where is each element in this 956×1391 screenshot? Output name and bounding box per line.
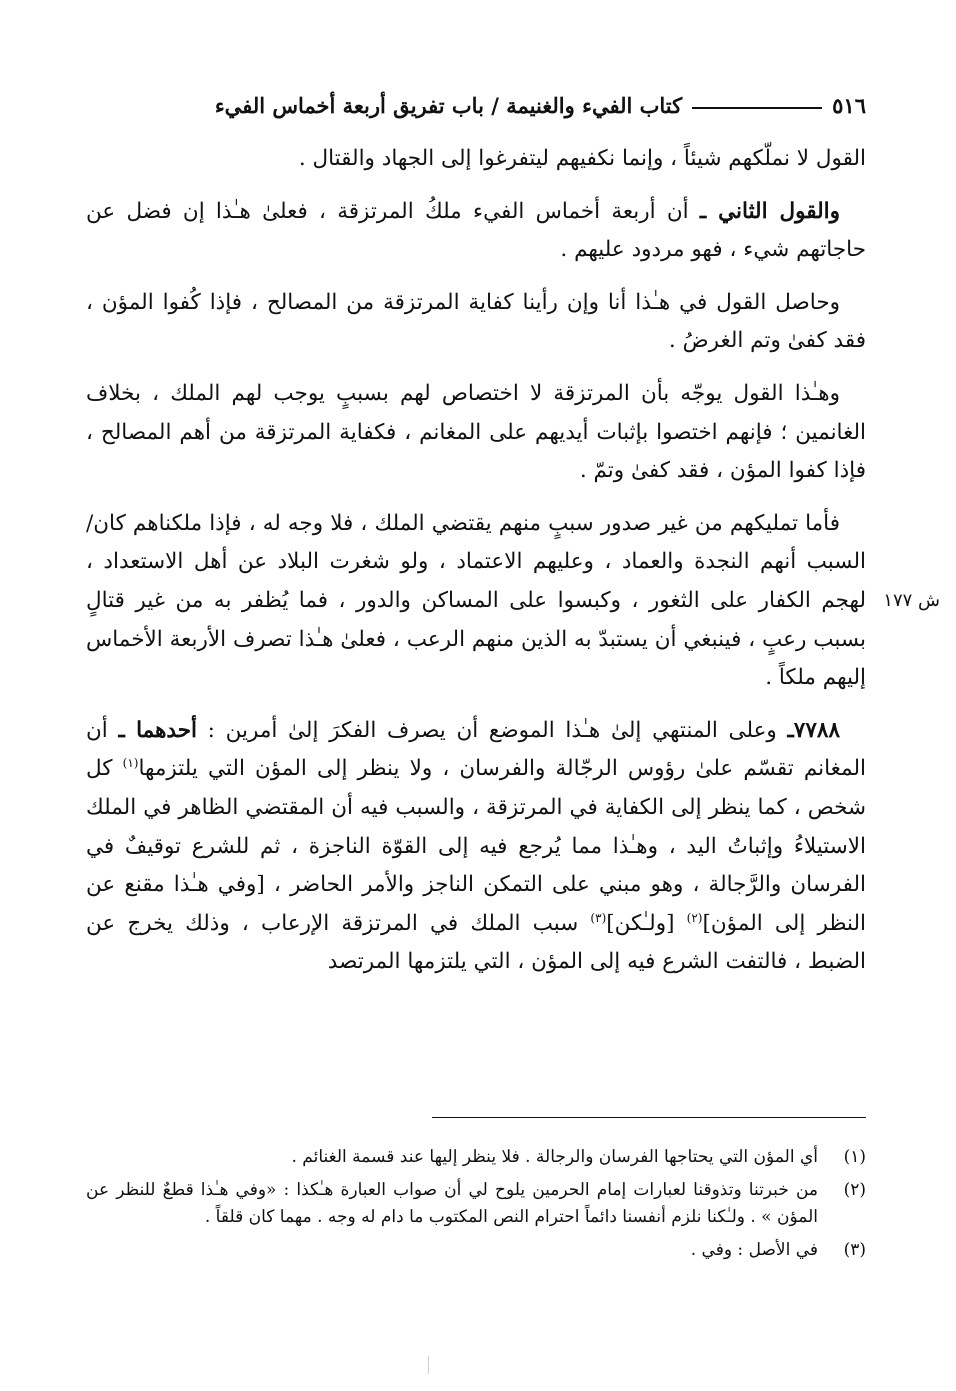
- manuscript-folio-note: ش ١٧٧: [883, 590, 940, 611]
- paragraph-text: سبب الملك في المرتزقة الإرعاب ، وذلك يخرج عن الضبط ، فالتفت الشرع فيه إلى المؤن ، التي يلتزمها المرتصد: [86, 910, 866, 975]
- paragraph: [86, 284, 866, 361]
- paragraph: [86, 505, 866, 698]
- footnote-text: أي المؤن التي يحتاجها الفرسان والرجالة . فلا ينظر إليها عند قسمة الغنائم .: [291, 1147, 818, 1167]
- footnote-text: في الأصل : وفي .: [690, 1240, 818, 1260]
- footnote-separator: [432, 1117, 866, 1118]
- footnote-text: من خبرتنا وتذوقنا لعبارات إمام الحرمين يلوح لي أن صواب العبارة هـٰكذا : «وفي هـٰذا قطعٌ للنظر عن المؤن » . ولـٰكنا نلزم أنفسنا دائماً احترام النص المكتوب ما دام له وجه . مهما كان قلقاً .: [86, 1180, 818, 1227]
- paragraph-text: وهـٰذا القول يوجّه بأن المرتزقة لا اختصاص لهم بسببٍ يوجب لهم الملك ، بخلاف الغانمين ؛ فإنهم اختصوا بإثبات أيديهم على المغانم ، فكفاية المرتزقة من أهم المصالح ، فإذا كفوا المؤن ، فقد كفىٰ وتمّ .: [86, 380, 866, 484]
- footnote-ref-3[interactable]: (٣): [590, 910, 607, 925]
- issue-number: ٧٧٨٨ـ: [787, 717, 840, 743]
- paragraph-text: فأما تمليكهم من غير صدور سببٍ منهم يقتضي الملك ، فلا وجه له ، فإذا ملكناهم كان/ السبب أنهم النجدة والعماد ، وعليهم الاعتماد ، ولو شغرت البلاد عن أهل الاستعداد ، لهجم الكفار على الثغور ، وكبسوا على المساكن والدور ، فما يُظفر به من غير قتالٍ بسبب رعبٍ ، فينبغي أن يستبدّ به الذين منهم الرعب ، فعلىٰ هـٰذا تصرف الأربعة الأخماس إليهم ملكاً .: [86, 510, 866, 691]
- paragraph: [86, 193, 866, 270]
- header-rule: [692, 107, 822, 109]
- running-header: [86, 88, 866, 122]
- numbered-paragraph: [86, 712, 866, 982]
- paragraph: [86, 375, 866, 491]
- footnote: [86, 1144, 866, 1171]
- paragraph-text: القول لا نملّكهم شيئاً ، وإنما نكفيهم ليتفرغوا إلى الجهاد والقتال .: [298, 146, 866, 171]
- footnote: [86, 1177, 866, 1231]
- main-text: [86, 140, 866, 996]
- scan-mark: [428, 1356, 429, 1374]
- footnote-number: (٣): [843, 1240, 866, 1260]
- footnote: [86, 1237, 866, 1264]
- footnote-number: (١): [843, 1147, 866, 1167]
- paragraph-text: وحاصل القول في هـٰذا أنا وإن رأينا كفاية المرتزقة من المصالح ، فإذا كُفوا المؤن ، فقد كفىٰ وتم الغرضُ .: [86, 289, 866, 354]
- paragraph-text: أن المغانم تقسّم علىٰ رؤوس الرجّالة والفرسان ، ولا ينظر إلى المؤن التي يلتزمها: [86, 717, 866, 782]
- page-number: ٥١٦: [832, 92, 866, 118]
- paragraph-text: أن أربعة أخماس الفيء ملكُ المرتزقة ، فعلىٰ هـٰذا إن فضل عن حاجاتهم شيء ، فهو مردود عليهم .: [86, 198, 866, 263]
- paragraph-text: [ولـٰكن]: [606, 910, 687, 936]
- footnotes: [86, 1144, 866, 1270]
- footnote-number: (٢): [843, 1180, 866, 1200]
- paragraph-lead: والقول الثاني ـ: [699, 198, 840, 224]
- paragraph-subhead: أحدهما ـ: [118, 717, 197, 743]
- paragraph-text: وعلى المنتهي إلىٰ هـٰذا الموضع أن يصرف الفكرَ إلىٰ أمرين :: [196, 717, 788, 743]
- paragraph: [86, 140, 866, 179]
- footnote-ref-2[interactable]: (٢): [686, 910, 703, 925]
- chapter-title: كتاب الفيء والغنيمة / باب تفريق أربعة أخماس الفيء: [214, 92, 683, 118]
- footnote-ref-1[interactable]: (١): [122, 756, 139, 771]
- paragraph-text: كل شخص ، كما ينظر إلى الكفاية في المرتزقة ، والسبب فيه أن المقتضي الظاهر في الملك الاستيلاءُ وإثباتُ اليد ، وهـٰذا مما يُرجع فيه إلى القوّة الناجزة ، ثم للشرع توقيفٌ في الفرسان والرَّجالة ، وهو مبني على التمكن الناجز والأمر الحاضر ، [وفي هـٰذا مقنع عن النظر إلى المؤن]: [86, 756, 866, 936]
